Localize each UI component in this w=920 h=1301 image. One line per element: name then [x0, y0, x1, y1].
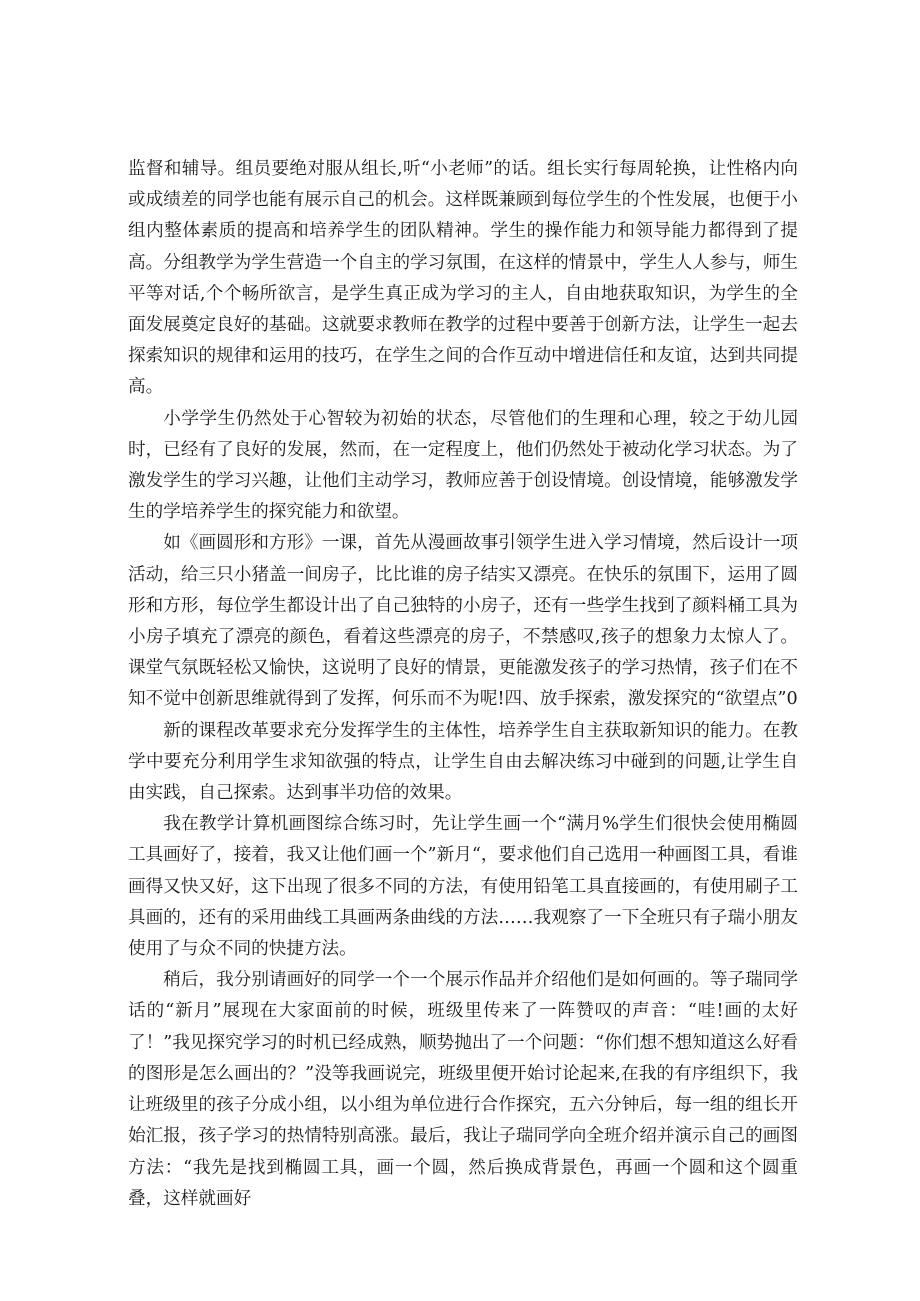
paragraph: 如《画圆形和方形》一课，首先从漫画故事引领学生进入学习情境，然后设计一项活动，给三只小猪盖一间房子，比比谁的房子结实又漂亮。在快乐的氛围下，运用了圆形和方形，每位学生都设计出了自己独特的小房子，还有一些学生找到了颜料桶工具为小房子填充了漂亮的颜色，看着这些漂亮的房子，不禁感叹,孩子的想象力太惊人了。课堂气氛既轻松又愉快，这说明了良好的情景，更能激发孩子的学习热情，孩子们在不知不觉中创新思维就得到了发挥，何乐而不为呢!四、放手探索，激发探究的“欲望点”0 [128, 533, 798, 710]
document-body [128, 154, 798, 1215]
paragraph: 新的课程改革要求充分发挥学生的主体性，培养学生自主获取新知识的能力。在教学中要充分利用学生求知欲强的特点，让学生自由去解决练习中碰到的问题,让学生自由实践，自己探索。达到事半功倍的效果。 [128, 720, 798, 804]
paragraph-continuation: 监督和辅导。组员要绝对服从组长,听“小老师”的话。组长实行每周轮换，让性格内向或成绩差的同学也能有展示自己的机会。这样既兼顾到每位学生的个性发展，也便于小组内整体素质的提高和培养学生的团队精神。学生的操作能力和领导能力都得到了提高。分组教学为学生营造一个自主的学习氛围，在这样的情景中，学生人人参与，师生平等对话,个个畅所欲言，是学生真正成为学习的主人，自由地获取知识，为学生的全面发展奠定良好的基础。这就要求教师在教学的过程中要善于创新方法，让学生一起去探索知识的规律和运用的技巧，在学生之间的合作互动中增进信任和友谊，达到共同提高。 [128, 159, 798, 398]
paragraph: 小学学生仍然处于心智较为初始的状态，尽管他们的生理和心理，较之于幼儿园时，已经有了良好的发展，然而，在一定程度上，他们仍然处于被动化学习状态。为了激发学生的学习兴趣，让他们主动学习，教师应善于创设情境。创设情境，能够激发学生的学培养学生的探究能力和欲望。 [128, 408, 798, 523]
paragraph: 我在教学计算机画图综合练习时，先让学生画一个“满月%学生们很快会使用椭圆工具画好了，接着，我又让他们画一个”新月“，要求他们自己选用一种画图工具，看谁画得又快又好，这下出现了很多不同的方法，有使用铅笔工具直接画的，有使用刷子工具画的，还有的采用曲线工具画两条曲线的方法……我观察了一下全班只有子瑞小朋友使用了与众不同的快捷方法。 [128, 814, 798, 960]
paragraph: 稍后，我分别请画好的同学一个一个展示作品并介绍他们是如何画的。等子瑞同学话的“新月”展现在大家面前的时候，班级里传来了一阵赞叹的声音：“哇!画的太好了！”我见探究学习的时机已经成熟，顺势抛出了一个问题：“你们想不想知道这么好看的图形是怎么画出的？”没等我画说完，班级里便开始讨论起来,在我的有序组织下，我让班级里的孩子分成小组，以小组为单位进行合作探究，五六分钟后，每一组的组长开始汇报，孩子学习的热情特别高涨。最后，我让子瑞同学向全班介绍并演示自己的画图方法：“我先是找到椭圆工具，画一个圆，然后换成背景色，再画一个圆和这个圆重叠，这样就画好 [128, 970, 798, 1209]
